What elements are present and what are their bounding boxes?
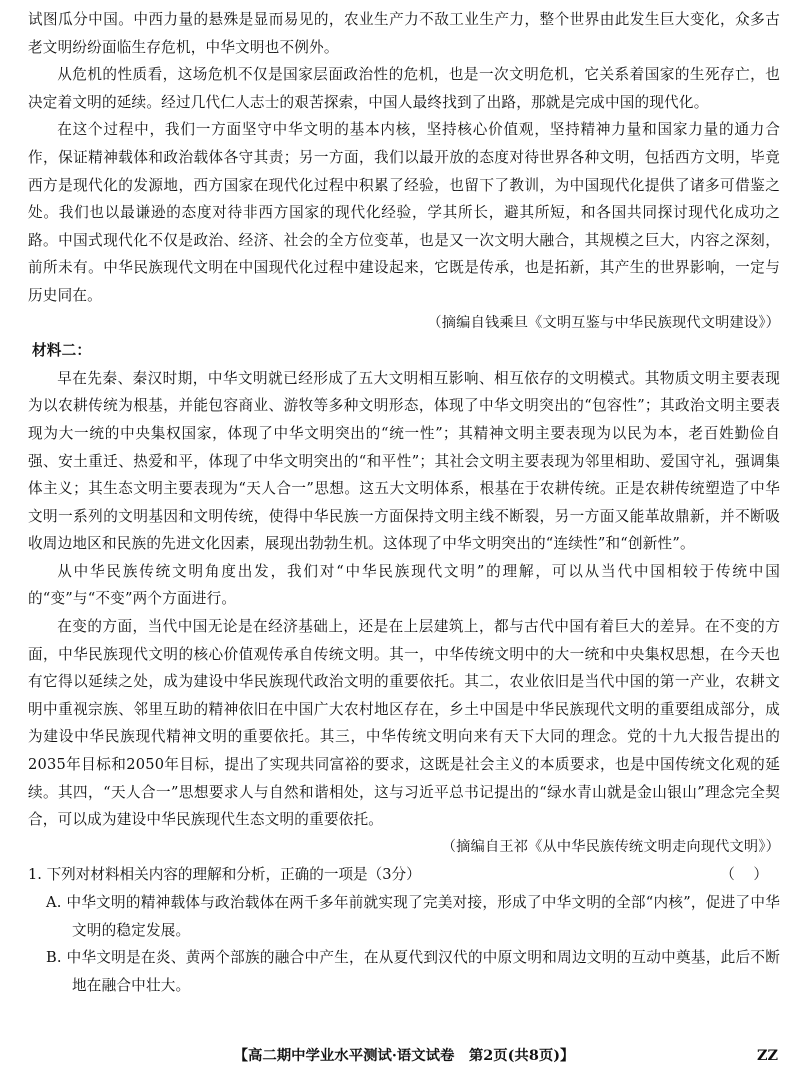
- option-a: A. 中华文明的精神载体与政治载体在两千多年前就实现了完美对接，形成了中华文明的全部“内核”，促进了中华文明的稳定发展。: [46, 894, 780, 939]
- document-page: [28, 6, 780, 999]
- question-stem: [28, 861, 780, 889]
- paragraph-crisis: 从危机的性质看，这场危机不仅是国家层面政治性的危机，也是一次文明危机，它关系着国家的生死存亡，也决定着文明的延续。经过几代仁人志士的艰苦探索，中国人最终找到了出路，那就是完成中国的现代化。: [28, 66, 780, 111]
- question-text: 1. 下列对材料相关内容的理解和分析，正确的一项是（3分）: [28, 866, 421, 884]
- material-two-heading: 材料二：: [32, 342, 92, 360]
- paragraph-detailed-analysis: 在变的方面，当代中国无论是在经济基础上，还是在上层建筑上，都与古代中国有着巨大的差异。在不变的方面，中华民族现代文明的核心价值观传承自传统文明。其一，中华传统文明中的大一统和中央集权思想，在今天也有它得以延续之处，成为建设中华民族现代政治文明的重要依托。其二，农业依旧是当代中国的第一产业，农耕文明中重视宗族、邻里互助的精神依旧在中国广大农村地区存在，乡土中国是中华民族现代文明的重要组成部分，成为建设中华民族现代精神文明的重要依托。其三，中华传统文明向来有天下大同的理念。党的十九大报告提出的2035年目标和2050年目标，提出了实现共同富裕的要求，这既是社会主义的本质要求，也是中国传统文化观的延续。其四，“天人合一”思想要求人与自然和谐相处，这与习近平总书记提出的“绿水青山就是金山银山”理念完全契合，可以成为建设中华民族现代生态文明的重要依托。: [28, 618, 780, 829]
- page-footer: [28, 1046, 780, 1066]
- paragraph-process: 在这个过程中，我们一方面坚守中华文明的基本内核，坚持核心价值观，坚持精神力量和国家力量的通力合作，保证精神载体和政治载体各守其责；另一方面，我们以最开放的态度对待世界各种文明，包括西方文明，毕竟西方是现代化的发源地，西方国家在现代化过程中积累了经验，也留下了教训，为中国现代化提供了诸多可借鉴之处。我们也以最谦逊的态度对待非西方国家的现代化经验，学其所长，避其所短，和各国共同探讨现代化成功之路。中国式现代化不仅是政治、经济、社会的全方位变革，也是又一次文明大融合，其规模之巨大，内容之深刻，前所未有。中华民族现代文明在中国现代化过程中建设起来，它既是传承，也是拓新，其产生的世界影响，一定与历史同在。: [28, 121, 780, 304]
- paragraph-continuation: 试图瓜分中国。中西力量的悬殊是显而易见的，农业生产力不敌工业生产力，整个世界由此发生巨大变化，众多古老文明纷纷面临生存危机，中华文明也不例外。: [28, 11, 780, 56]
- source-citation-2: （摘编自王祁《从中华民族传统文明走向现代文明》）: [441, 838, 780, 855]
- paragraph-five-civilizations: 早在先秦、秦汉时期，中华文明就已经形成了五大文明相互影响、相互依存的文明模式。其物质文明主要表现为以农耕传统为根基，并能包容商业、游牧等多种文明形态，体现了中华文明突出的“包容性”；其政治文明主要表现为大一统的中央集权国家，体现了中华文明突出的“统一性”；其精神文明主要表现为以民为本，老百姓勤俭自强、安土重迁、热爱和平，体现了中华文明突出的“和平性”；其社会文明主要表现为邻里相助、爱国守礼，强调集体主义；其生态文明主要表现为“天人合一”思想。这五大文明体系，根基在于农耕传统。正是农耕传统塑造了中华文明一系列的文明基因和文明传统，使得中华民族一方面保持文明主线不断裂，另一方面又能革故鼎新，并不断吸收周边地区和民族的先进文化因素，展现出勃勃生机。这体现了中华文明突出的“连续性”和“创新性”。: [28, 369, 780, 553]
- footer-code: ZZ: [756, 1047, 778, 1064]
- footer-text: 【高二期中学业水平测试·语文试卷 第2页(共8页)】: [233, 1047, 575, 1064]
- paragraph-change-and-constancy: 从中华民族传统文明角度出发，我们对“中华民族现代文明”的理解，可以从当代中国相较于传统中国的“变”与“不变”两个方面进行。: [28, 562, 780, 608]
- source-citation-1: （摘编自钱乘旦《文明互鉴与中华民族现代文明建设》）: [427, 314, 780, 331]
- option-b: B. 中华文明是在炎、黄两个部族的融合中产生，在从夏代到汉代的中原文明和周边文明的互动中奠基，此后不断地在融合中壮大。: [46, 949, 780, 994]
- answer-bracket: （ ）: [720, 866, 768, 884]
